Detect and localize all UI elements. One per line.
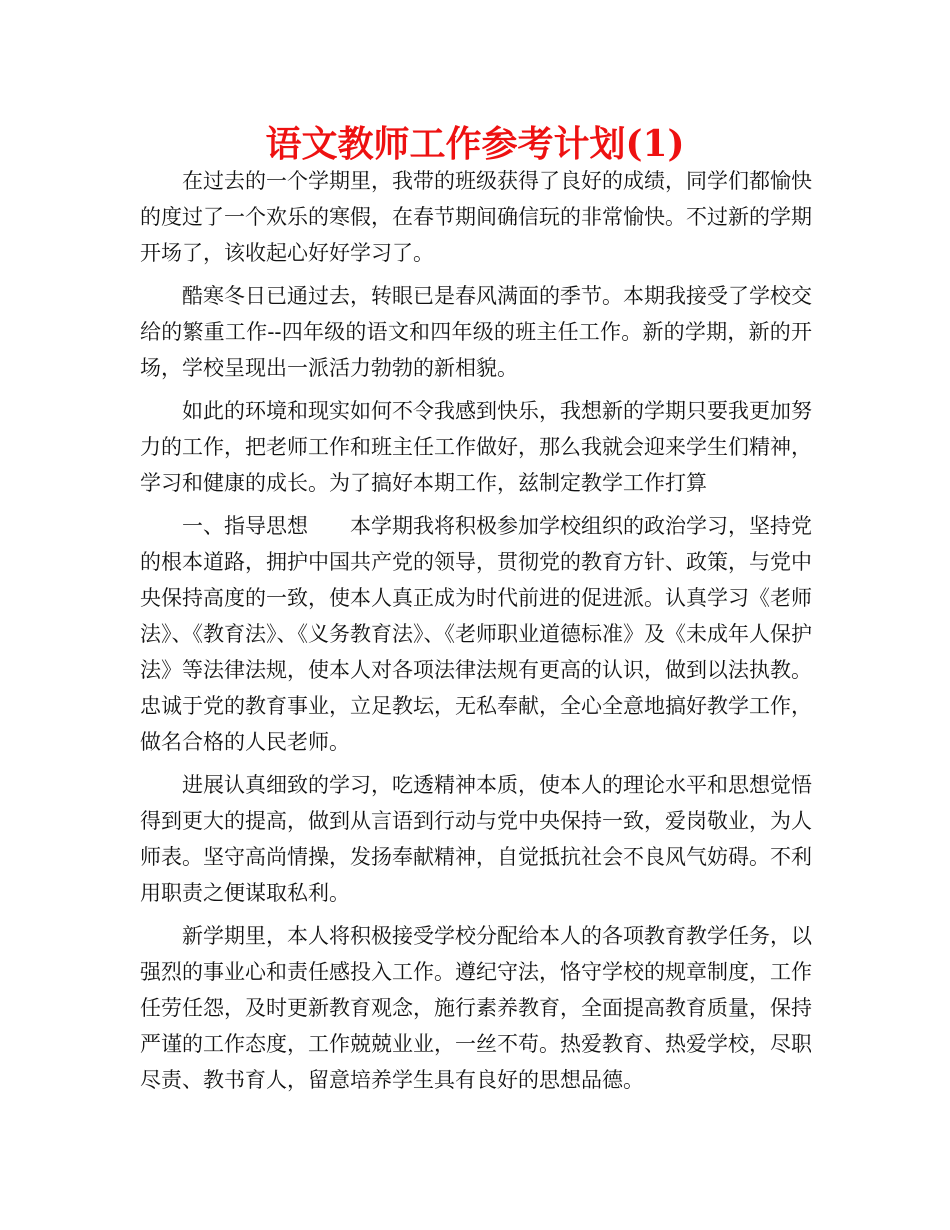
paragraph-new-term: 酷寒冬日已通过去，转眼已是春风满面的季节。本期我接受了学校交给的繁重工作--四年级的语文和四年级的班主任工作。新的学期，新的开场，学校呈现出一派活力勃勃的新相貌。	[140, 284, 812, 380]
paragraph-tasks: 新学期里，本人将积极接受学校分配给本人的各项教育教学任务，以强烈的事业心和责任感投入工作。遵纪守法，恪守学校的规章制度，工作任劳任怨，及时更新教育观念，施行素养教育，全面提高教育质量，保持严谨的工作态度，工作兢兢业业，一丝不苟。热爱教育、热爱学校，尽职尽责、教书育人，留意培养学生具有良好的思想品德。	[140, 924, 812, 1092]
document-body	[140, 163, 812, 1105]
paragraph-study: 进展认真细致的学习，吃透精神本质，使本人的理论水平和思想觉悟得到更大的提高，做到从言语到行动与党中央保持一致，爱岗敬业，为人师表。坚守高尚情操，发扬奉献精神，自觉抵抗社会不良风气妨碍。不利用职责之便谋取私利。	[140, 773, 812, 905]
paragraph-intro: 在过去的一个学期里，我带的班级获得了良好的成绩，同学们都愉快的度过了一个欢乐的寒假，在春节期间确信玩的非常愉快。不过新的学期开场了，该收起心好好学习了。	[140, 169, 812, 265]
document-title: 语文教师工作参考计划(1)	[265, 123, 685, 165]
paragraph-plan: 如此的环境和现实如何不令我感到快乐，我想新的学期只要我更加努力的工作，把老师工作和班主任工作做好，那么我就会迎来学生们精神，学习和健康的成长。为了搞好本期工作，兹制定教学工作打算	[140, 399, 812, 495]
paragraph-guiding-thought: 一、指导思想 本学期我将积极参加学校组织的政治学习，坚持党的根本道路，拥护中国共产党的领导，贯彻党的教育方针、政策，与党中央保持高度的一致，使本人真正成为时代前进的促进派。认真学习《老师法》、《教育法》、《义务教育法》、《老师职业道德标准》及《未成年人保护法》等法律法规，使本人对各项法律法规有更高的认识，做到以法执教。忠诚于党的教育事业，立足教坛，无私奉献，全心全意地搞好教学工作，做名合格的人民老师。	[140, 514, 812, 754]
